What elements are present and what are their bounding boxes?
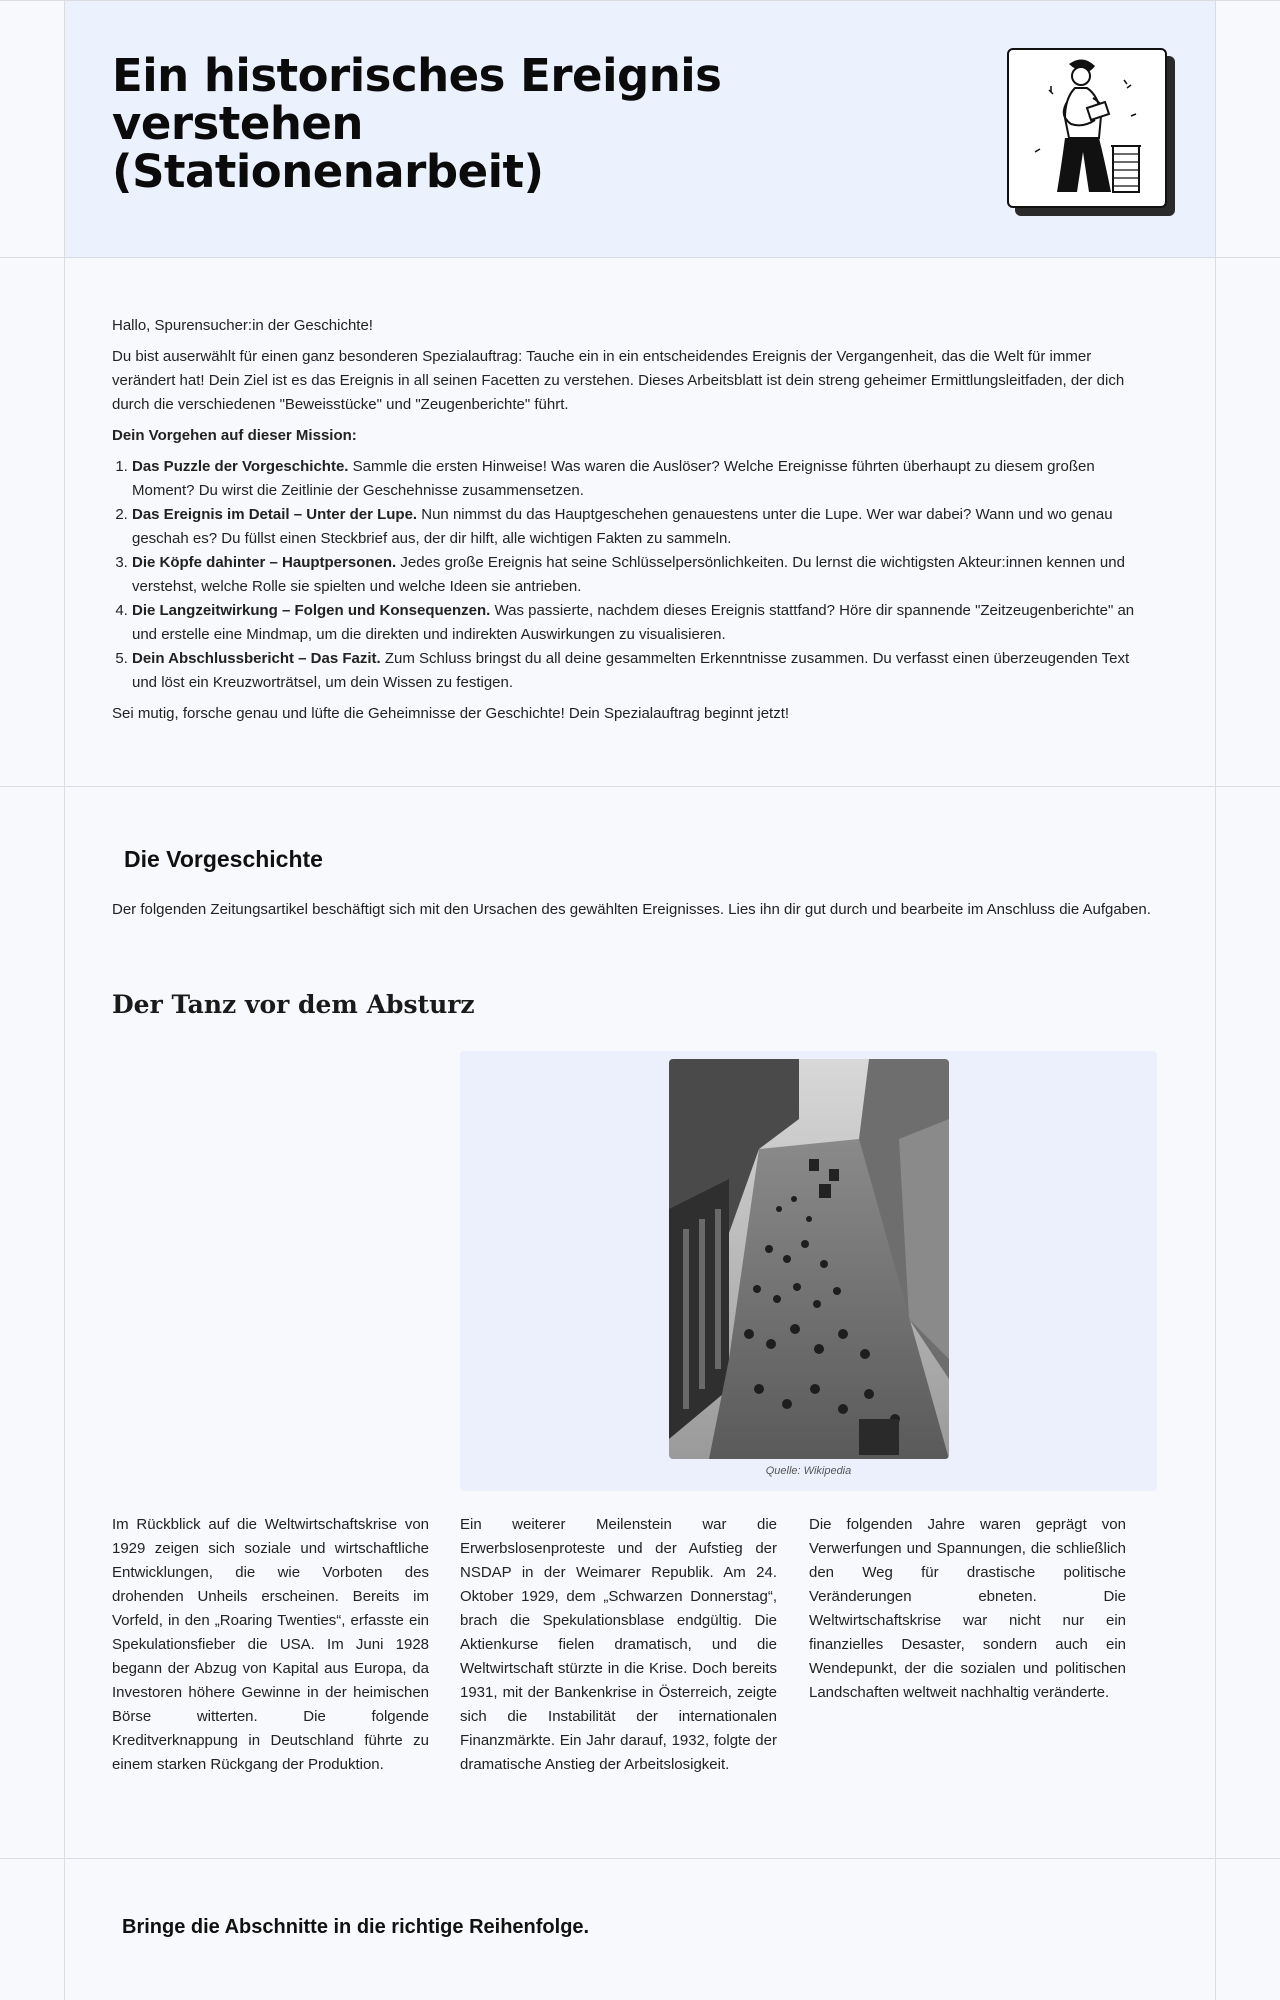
street-crowd-photo [669, 1059, 949, 1459]
image-caption: Quelle: Wikipedia [765, 1465, 852, 1477]
task-title: Bringe die Abschnitte in die richtige Reihenfolge. [122, 1916, 590, 1938]
intro-greeting: Hallo, Spurensucher:in der Geschichte! [112, 317, 373, 334]
grid-line [1215, 0, 1216, 2000]
list-item [132, 551, 1157, 599]
intro-paragraph: Du bist auserwählt für einen ganz besonderen Spezialauftrag: Tauche ein in ein entscheidendes Ereignis der Vergangenheit, das die Welt für immer verändert hat! Dein Ziel ist es das Ereignis in all seinen Facetten zu verstehen. Dieses Arbeitsblatt ist dein streng geheimer Ermittlungsleitfaden, der dich durch die verschiedenen "Beweisstücke" und "Zeugenberichte" führt. [112, 348, 1125, 413]
grid-line [0, 786, 1280, 787]
step-title: Die Köpfe dahinter – Hauptpersonen. [132, 554, 397, 571]
article-column-3: Die folgenden Jahre waren geprägt von Verwerfungen und Spannungen, die schließlich den Weg für drastische politische Veränderungen ebneten. Die Weltwirtschaftskrise war nicht nur ein finanzielles Desaster, sondern auch ein Wendepunkt, der die sozialen und politischen Landschaften weltweit nachhaltig veränderte. [809, 1516, 1126, 1701]
woman-reading-icon [1007, 48, 1167, 208]
section-text: Der folgenden Zeitungsartikel beschäftigt sich mit den Ursachen des gewählten Ereignisses. Lies ihn dir gut durch und bearbeite im Anschluss die Aufgaben. [112, 901, 1151, 918]
step-text: Was passierte, nachdem dieses Ereignis stattfand? Höre dir spannende "Zeitzeugenberichte" an und erstelle eine Mindmap, um die direkten und indirekten Auswirkungen zu visualisieren. [132, 602, 1135, 643]
historical-street-photo [669, 1059, 949, 1459]
mission-steps-list [112, 455, 1157, 695]
steps-heading-text: Dein Vorgehen auf dieser Mission: [112, 427, 357, 444]
list-item [132, 599, 1157, 647]
list-item [132, 455, 1157, 503]
section-title: Die Vorgeschichte [124, 846, 323, 872]
list-item [132, 503, 1157, 551]
steps-heading [112, 424, 1157, 448]
list-item [132, 647, 1157, 695]
intro-closing: Sei mutig, forsche genau und lüfte die Geheimnisse der Geschichte! Dein Spezialauftrag beginnt jetzt! [112, 705, 790, 722]
grid-line [0, 1858, 1280, 1859]
grid-line [64, 0, 65, 2000]
page-title: Ein historisches Ereignis verstehen (Stationenarbeit) [112, 49, 722, 198]
step-text: Jedes große Ereignis hat seine Schlüsselpersönlichkeiten. Du lernst die wichtigsten Akteur:innen kennen und verstehst, welche Rolle sie spielten und welche Ideen sie antrieben. [132, 554, 1125, 595]
article-image-box [460, 1051, 1157, 1491]
step-text: Sammle die ersten Hinweise! Was waren die Auslöser? Welche Ereignisse führten überhaupt zu diesem großen Moment? Du wirst die Zeitlinie der Geschehnisse zusammensetzen. [132, 458, 1095, 499]
article-column-2: Ein weiterer Meilenstein war die Erwerbslosenproteste und der Aufstieg der NSDAP in der Weimarer Republik. Am 24. Oktober 1929, dem „Schwarzen Donnerstag“, brach die Spekulationsblase endgültig. Die Aktienkurse fielen dramatisch, und die Weltwirtschaft stürzte in die Krise. Doch bereits 1931, mit der Bankenkrise in Österreich, zeigte sich die Instabilität der internationalen Finanzmärkte. Ein Jahr darauf, 1932, folgte der dramatische Anstieg der Arbeitslosigkeit. [460, 1516, 777, 1773]
article-title: Der Tanz vor dem Absturz [112, 990, 475, 1019]
step-title: Das Ereignis im Detail – Unter der Lupe. [132, 506, 418, 523]
step-title: Dein Abschlussbericht – Das Fazit. [132, 650, 381, 667]
illustration-drawing [1009, 50, 1165, 206]
illustration-card [1007, 48, 1167, 208]
step-text: Nun nimmst du das Hauptgeschehen genauestens unter die Lupe. Wer war dabei? Wann und wo genau geschah es? Du füllst einen Steckbrief aus, der dir hilft, alle wichtigen Fakten zu sammeln. [132, 506, 1113, 547]
step-text: Zum Schluss bringst du all deine gesammelten Erkenntnisse zusammen. Du verfasst einen überzeugenden Text und löst ein Kreuzworträtsel, um dein Wissen zu festigen. [132, 650, 1130, 691]
article-column-1: Im Rückblick auf die Weltwirtschaftskrise von 1929 zeigen sich soziale und wirtschaftliche Entwicklungen, die wie Vorboten des drohenden Unheils erscheinen. Bereits im Vorfeld, in den „Roaring Twenties“, erfasste ein Spekulationsfieber die USA. Im Juni 1928 begann der Abzug von Kapital aus Europa, da Investoren höhere Gewinne in der heimischen Börse witterten. Die folgende Kreditverknappung in Deutschland führte zu einem starken Rückgang der Produktion. [112, 1516, 429, 1773]
step-title: Das Puzzle der Vorgeschichte. [132, 458, 349, 475]
step-title: Die Langzeitwirkung – Folgen und Konsequenzen. [132, 602, 491, 619]
intro-section [112, 314, 1157, 733]
grid-line [0, 257, 1280, 258]
